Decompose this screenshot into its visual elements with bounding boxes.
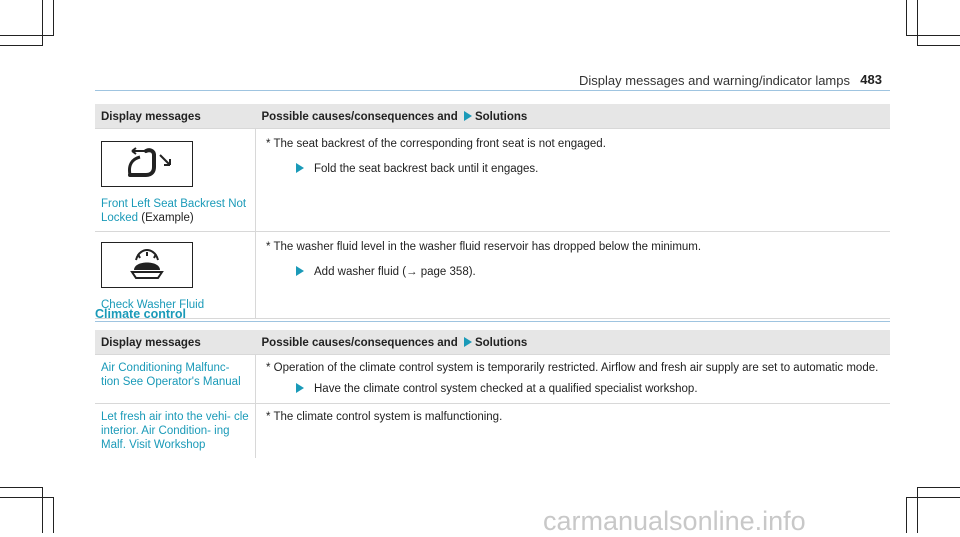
solution-arrow-icon xyxy=(464,111,472,121)
table-header-row xyxy=(95,104,890,129)
table-row xyxy=(95,129,890,232)
display-message-text: Check Washer Fluid xyxy=(101,299,205,311)
page-reference-link[interactable]: page 358). xyxy=(420,266,476,278)
crop-mark xyxy=(917,0,918,46)
message-cell xyxy=(95,129,256,232)
cause-text: * Operation of the climate control system is temporarily restricted. Airflow and fresh air supply are set to automatic mode. xyxy=(266,362,879,374)
display-message-text: Air Conditioning Malfunc- tion See Operator's Manual xyxy=(101,362,241,388)
col-header-label: Solutions xyxy=(474,337,528,349)
cause-text: * The seat backrest of the corresponding front seat is not engaged. xyxy=(266,138,606,150)
crop-mark xyxy=(0,497,53,498)
crop-mark xyxy=(917,487,960,488)
crop-mark xyxy=(0,35,53,36)
solution-text: Fold the seat backrest back until it engages. xyxy=(314,163,539,175)
display-message-text: Front Left Seat Backrest Not Locked xyxy=(101,198,247,224)
solution-arrow-icon xyxy=(296,163,304,173)
solution-step xyxy=(262,382,884,397)
cross-reference-arrow: → xyxy=(406,266,418,278)
table-row xyxy=(95,232,890,319)
crop-mark xyxy=(53,497,54,533)
col-header-label: Display messages xyxy=(101,337,201,349)
cause-cell xyxy=(256,355,891,404)
crop-mark xyxy=(42,0,43,46)
col-header-causes xyxy=(256,104,891,129)
display-messages-table xyxy=(95,104,890,319)
col-header-label: Display messages xyxy=(101,111,201,123)
running-header-title: Display messages and warning/indicator lamps xyxy=(579,73,850,88)
col-header-causes xyxy=(256,330,891,355)
page-number: 483 xyxy=(860,72,882,87)
col-header-display-messages xyxy=(95,330,256,355)
solution-step xyxy=(262,162,884,177)
crop-mark xyxy=(906,497,960,498)
message-cell xyxy=(95,355,256,404)
example-note: (Example) xyxy=(141,212,194,224)
col-header-label: Possible causes/consequences and xyxy=(261,337,458,349)
crop-mark xyxy=(906,497,907,533)
cause-text: * The climate control system is malfunctioning. xyxy=(266,411,503,423)
cause-cell xyxy=(256,129,891,232)
crop-mark xyxy=(0,487,42,488)
watermark-text: carmanualsonline.info xyxy=(543,506,806,536)
table-row xyxy=(95,355,890,404)
crop-mark xyxy=(906,0,907,36)
crop-mark xyxy=(906,35,960,36)
washer-fluid-icon xyxy=(101,242,193,288)
solution-arrow-icon xyxy=(296,266,304,276)
table-row xyxy=(95,404,890,459)
message-cell xyxy=(95,232,256,319)
cause-cell xyxy=(256,404,891,459)
table-header-row xyxy=(95,330,890,355)
cause-cell xyxy=(256,232,891,319)
col-header-label: Possible causes/consequences and xyxy=(261,111,458,123)
section-divider xyxy=(95,321,890,322)
header-divider xyxy=(95,90,890,91)
solution-arrow-icon xyxy=(464,337,472,347)
display-message-text: Let fresh air into the vehi- cle interior. Air Condition- ing Malf. Visit Workshop xyxy=(101,411,249,451)
crop-mark xyxy=(917,45,960,46)
section-title: Climate control xyxy=(95,307,186,321)
crop-mark xyxy=(42,487,43,533)
seat-backrest-icon xyxy=(101,141,193,187)
solution-step xyxy=(262,265,884,280)
crop-mark xyxy=(0,45,42,46)
col-header-display-messages xyxy=(95,104,256,129)
climate-control-table xyxy=(95,330,890,458)
message-cell xyxy=(95,404,256,459)
crop-mark xyxy=(917,487,918,533)
solution-text: Add washer fluid ( xyxy=(314,266,407,278)
solution-text: Have the climate control system checked at a qualified specialist workshop. xyxy=(314,383,698,395)
col-header-label: Solutions xyxy=(474,111,528,123)
crop-mark xyxy=(53,0,54,36)
cause-text: * The washer fluid level in the washer fluid reservoir has dropped below the minimum. xyxy=(266,241,702,253)
solution-arrow-icon xyxy=(296,383,304,393)
